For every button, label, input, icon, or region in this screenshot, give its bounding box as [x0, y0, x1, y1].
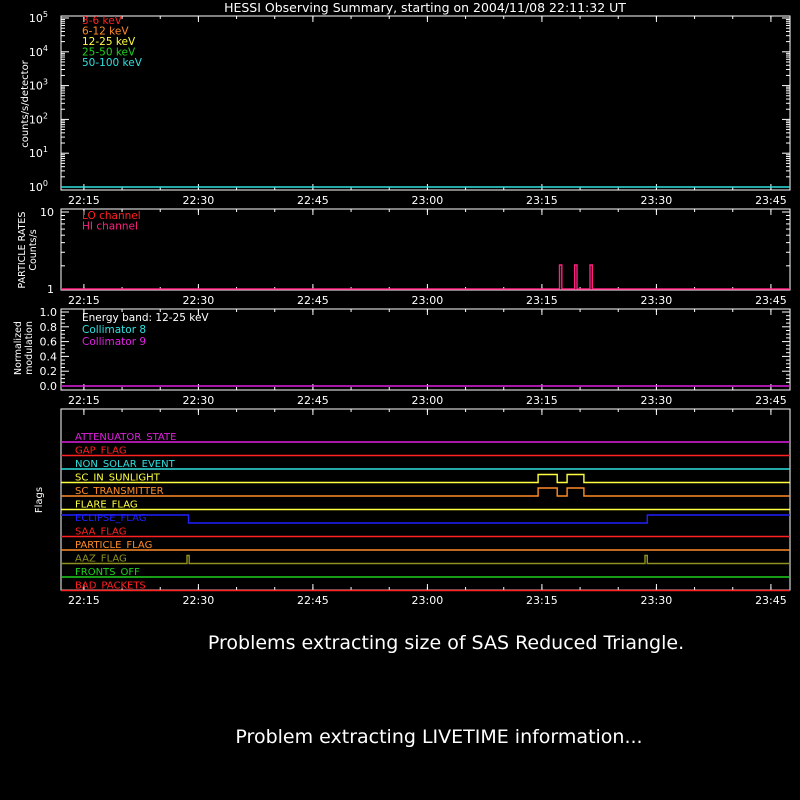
x-tick-label: 22:30 [182, 394, 215, 407]
x-tick-label: 22:15 [68, 394, 100, 407]
x-tick-label: 22:30 [182, 194, 215, 207]
flag-label: AAZ_FLAG [75, 553, 127, 565]
flag-label: GAP_FLAG [75, 445, 127, 457]
x-tick-label: 23:00 [411, 294, 444, 307]
series-line [61, 265, 790, 289]
y-tick-label: $10^0$ [28, 179, 48, 194]
x-tick-label: 23:45 [755, 594, 787, 607]
y-axis-label: Counts/s [28, 229, 39, 271]
legend-entry: 50-100 keV [82, 57, 142, 69]
y-tick-label: $10^5$ [28, 10, 48, 25]
flag-line [61, 515, 790, 523]
legend-entry: LO channel [82, 210, 141, 222]
flag-label: ECLIPSE_FLAG [75, 513, 147, 524]
x-tick-label: 23:15 [526, 294, 558, 307]
x-tick-label: 23:45 [755, 394, 787, 407]
x-tick-label: 22:15 [68, 594, 100, 607]
x-tick-label: 22:45 [297, 394, 329, 407]
y-axis-label: PARTICLE RATES [17, 211, 28, 289]
panel-frame-1 [61, 209, 790, 290]
legend-entry: 6-12 keV [82, 25, 129, 38]
flag-label: ATTENUATOR_STATE [75, 432, 177, 443]
x-tick-label: 22:15 [68, 294, 100, 307]
flag-label: PARTICLE_FLAG [75, 540, 153, 551]
y-axis-label: modulation [24, 321, 35, 375]
sas-error-message: Problems extracting size of SAS Reduced Triangle. [207, 632, 685, 654]
legend-entry: 3-6 keV [82, 15, 122, 27]
flag-line [61, 553, 790, 565]
x-tick-label: 23:15 [526, 194, 558, 207]
legend-entry: HI channel [82, 220, 138, 233]
legend-entry: Collimator 9 [82, 336, 147, 348]
x-tick-label: 22:30 [182, 594, 215, 607]
panel-frame-0 [61, 16, 790, 190]
x-tick-label: 22:45 [297, 294, 329, 307]
flag-label: NON_SOLAR_EVENT [75, 459, 175, 470]
y-tick-label: 1.0 [39, 306, 57, 319]
flag-label: FRONTS_OFF [75, 567, 140, 578]
y-tick-label: 0.4 [39, 350, 57, 364]
x-tick-label: 23:45 [755, 294, 787, 307]
y-axis-label: Flags [34, 486, 45, 514]
flag-line [61, 488, 790, 496]
x-tick-label: 23:15 [526, 594, 558, 607]
x-tick-label: 23:30 [640, 294, 673, 307]
flag-line [61, 472, 790, 484]
x-tick-label: 23:00 [411, 194, 444, 207]
y-axis-label: counts/s/detector [20, 60, 31, 148]
flag-label: SAA_FLAG [75, 526, 127, 538]
legend-entry: 25-50 keV [82, 46, 136, 59]
x-tick-label: 23:00 [411, 394, 444, 407]
flag-label: BAD_PACKETS [75, 580, 146, 592]
y-tick-label: 1 [47, 283, 54, 296]
x-tick-label: 23:45 [755, 194, 787, 207]
flag-label: FLARE_FLAG [75, 499, 138, 511]
y-tick-label: $10^2$ [28, 111, 48, 127]
y-tick-label: 0.8 [39, 320, 57, 334]
y-axis-label: Normalized [13, 321, 24, 375]
legend-entry: 12-25 keV [82, 36, 136, 48]
y-tick-label: 0.0 [39, 380, 57, 393]
flag-label: SC_TRANSMITTER [75, 486, 164, 497]
y-tick-label: $10^1$ [28, 145, 48, 161]
x-tick-label: 22:30 [182, 294, 215, 307]
x-tick-label: 23:30 [640, 394, 673, 407]
y-tick-label: $10^3$ [28, 77, 48, 93]
plot-title: HESSI Observing Summary, starting on 2004/11/08 22:11:32 UT [224, 0, 626, 15]
y-tick-label: 0.2 [39, 365, 57, 379]
x-tick-label: 23:00 [411, 594, 444, 607]
y-tick-label: 0.6 [39, 335, 57, 349]
flag-label: SC_IN_SUNLIGHT [75, 472, 160, 484]
x-tick-label: 22:45 [297, 594, 329, 607]
y-tick-label: 10 [40, 206, 54, 219]
legend-header: Energy band: 12-25 keV [82, 312, 209, 324]
x-tick-label: 22:15 [68, 194, 100, 207]
x-tick-label: 23:15 [526, 394, 558, 407]
y-tick-label: $10^4$ [28, 43, 48, 59]
legend-entry: Collimator 8 [82, 324, 147, 336]
x-tick-label: 23:30 [640, 594, 673, 607]
x-tick-label: 23:30 [640, 194, 673, 207]
livetime-error-message: Problem extracting LIVETIME information... [235, 726, 643, 748]
x-tick-label: 22:45 [297, 194, 329, 207]
